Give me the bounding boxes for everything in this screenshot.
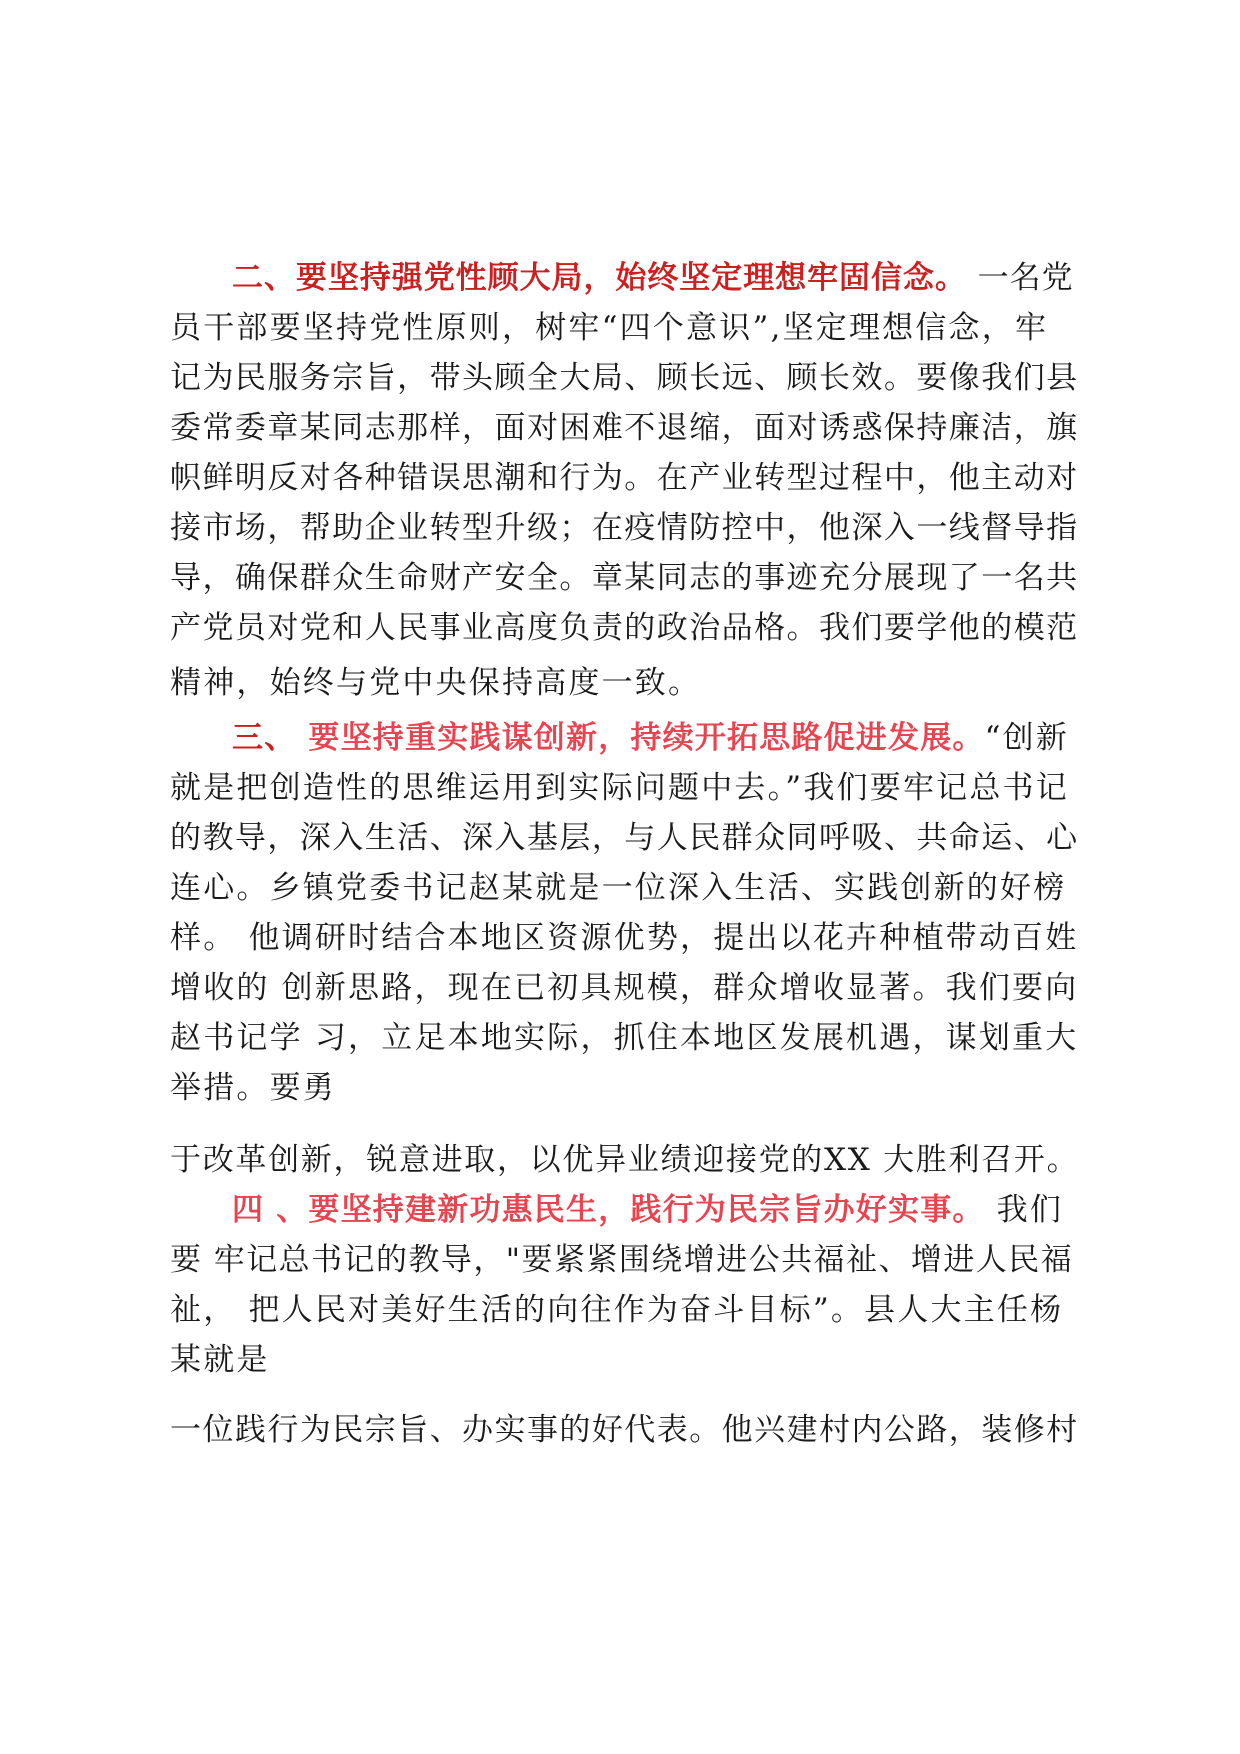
body-line: 赵书记学 习，立足本地实际，抓住本地区发展机遇，谋划重大: [170, 1020, 1079, 1056]
body-line: 接市场，帮助企业转型升级；在疫情防控中，他深入一线督导指: [170, 510, 1079, 546]
body-line: 员干部要坚持党性原则，树牢“四个意识”,坚定理想信念，牢: [170, 310, 1049, 346]
body-line: 精神，始终与党中央保持高度一致。: [170, 665, 702, 701]
section-2-first-line: [232, 258, 1074, 298]
body-line: 举措。要勇: [170, 1070, 336, 1106]
body-line: 连心。乡镇党委书记赵某就是一位深入生活、实践创新的好榜: [170, 870, 1067, 906]
body-text: 我们: [984, 1192, 1064, 1228]
body-line: 委常委章某同志那样，面对困难不退缩，面对诱惑保持廉洁，旗: [170, 410, 1079, 446]
body-line: 帜鲜明反对各种错误思潮和行为。在产业转型过程中，他主动对: [170, 460, 1079, 496]
body-line: 要 牢记总书记的教导，"要紧紧围绕增进公共福祉、增进人民福: [170, 1242, 1074, 1278]
body-line: 一位践行为民宗旨、办实事的好代表。他兴建村内公路，装修村: [170, 1412, 1079, 1448]
body-line: 导，确保群众生命财产安全。章某同志的事迹充分展现了一名共: [170, 560, 1079, 596]
body-line: 祉， 把人民对美好生活的向往作为奋斗目标”。县人大主任杨: [170, 1292, 1064, 1328]
section-4-first-line: [232, 1190, 1063, 1230]
section-2-heading: 二、要坚持强党性顾大局，始终坚定理想牢固信念。: [232, 260, 967, 296]
body-line: 的教导，深入生活、深入基层，与人民群众同呼吸、共命运、心: [170, 820, 1079, 856]
body-text: “创新: [984, 720, 1070, 756]
body-line: 样。 他调研时结合本地区资源优势，提出以花卉种植带动百姓: [170, 920, 1079, 956]
section-3-number: 三、: [232, 720, 297, 756]
section-4-heading: 四 、要坚持建新功惠民生，践行为民宗旨办好实事。: [232, 1192, 985, 1228]
section-3-heading: 要坚持重实践谋创新，持续开拓思路促进发展。: [296, 720, 985, 756]
section-3-first-line: [232, 718, 1069, 758]
body-line: 某就是: [170, 1342, 270, 1378]
body-line: 于改革创新，锐意进取，以优异业绩迎接党的XX 大胜利召开。: [170, 1142, 1080, 1178]
body-line: 增收的 创新思路，现在已初具规模，群众增收显著。我们要向: [170, 970, 1079, 1006]
body-line: 记为民服务宗旨，带头顾全大局、顾长远、顾长效。要像我们县: [170, 360, 1079, 396]
body-text: 一名党: [966, 260, 1074, 296]
body-line: 就是把创造性的思维运用到实际问题中去。”我们要牢记总书记: [170, 770, 1069, 806]
body-line: 产党员对党和人民事业高度负责的政治品格。我们要学他的模范: [170, 610, 1079, 646]
